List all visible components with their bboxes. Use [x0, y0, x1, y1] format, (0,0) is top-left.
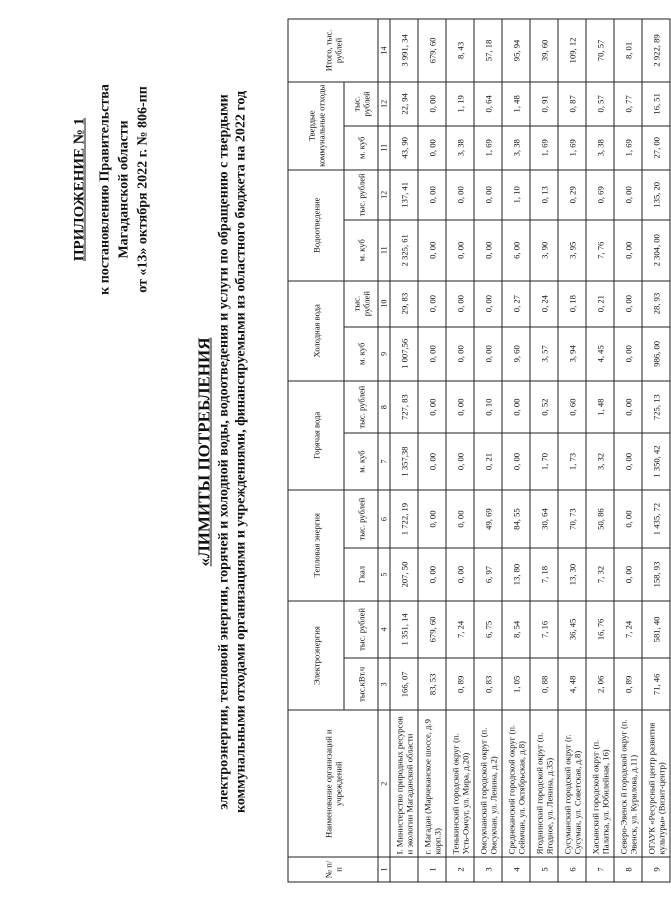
value-cell: 0, 00 — [502, 433, 530, 489]
organization-name: Северо-Эвенск й городской округ (п. Эвенск, ул. Курилова, д.11) — [614, 710, 642, 856]
value-cell: 0, 77 — [614, 82, 642, 126]
value-cell: 16, 76 — [586, 601, 614, 659]
column-number: 11 — [378, 126, 390, 170]
value-cell: 16, 51 — [642, 82, 670, 126]
value-cell: 7, 32 — [586, 548, 614, 600]
value-cell: 0, 00 — [474, 220, 502, 281]
value-cell: 0, 69 — [586, 170, 614, 220]
organization-name: ОГАУК «Ресурсный центр развития культуры» (Визит-центр) — [642, 710, 670, 856]
organization-name: г. Магадан (Марчеканское шоссе, д.9 корп.3) — [418, 710, 446, 856]
row-number: 7 — [586, 857, 614, 882]
subheader-cell: тыс. рублей — [344, 170, 378, 220]
header-drainage: Водоотведение — [288, 170, 344, 281]
value-cell: 0, 10 — [474, 381, 502, 433]
column-number: 5 — [378, 548, 390, 600]
row-number: 6 — [558, 857, 586, 882]
subheader-cell: тыс. рублей — [344, 381, 378, 433]
organization-name: Омсукчанский городской округ (п. Омсукчан, ул. Ленина, д.2) — [474, 710, 502, 856]
value-cell: 50, 86 — [586, 490, 614, 549]
value-cell: 70, 73 — [558, 490, 586, 549]
row-number: 4 — [502, 857, 530, 882]
header-heat: Тепловая энергия — [288, 490, 344, 601]
value-cell: 13, 30 — [558, 548, 586, 600]
header-waste: Твердые коммунальные отходы — [288, 82, 344, 170]
value-cell: 0, 00 — [418, 126, 446, 170]
row-number: 9 — [642, 857, 670, 882]
value-cell: 57, 18 — [474, 19, 502, 82]
value-cell: 36, 45 — [558, 601, 586, 659]
row-number: 5 — [530, 857, 558, 882]
value-cell: 1, 69 — [614, 126, 642, 170]
value-cell: 0, 00 — [614, 220, 642, 281]
value-cell: 49, 69 — [474, 490, 502, 549]
value-cell: 0, 89 — [446, 658, 474, 710]
subheader-cell: тыс. рублей — [344, 82, 378, 126]
value-cell: 0, 91 — [530, 82, 558, 126]
value-cell: 0, 00 — [418, 381, 446, 433]
appendix-number: ПРИЛОЖЕНИЕ № 1 — [71, 117, 88, 262]
value-cell: 0, 52 — [530, 381, 558, 433]
document-page — [1, 0, 666, 905]
value-cell: 581, 40 — [642, 601, 670, 659]
value-cell: 986, 00 — [642, 327, 670, 381]
value-cell: 0, 87 — [558, 82, 586, 126]
value-cell: 27, 00 — [642, 126, 670, 170]
value-cell: 679, 60 — [418, 19, 446, 82]
value-cell: 0, 27 — [502, 281, 530, 327]
row-number: 1 — [418, 857, 446, 882]
subheader-cell: м. куб — [344, 126, 378, 170]
value-cell: 95, 94 — [502, 19, 530, 82]
value-cell: 2 325, 61 — [390, 220, 418, 281]
value-cell: 71, 46 — [642, 658, 670, 710]
value-cell: 1, 69 — [474, 126, 502, 170]
header-total: Итого, тыс. рублей — [288, 19, 378, 82]
subheader-cell: м. куб — [344, 220, 378, 281]
value-cell: 1 357,38 — [390, 433, 418, 489]
column-number: 7 — [378, 433, 390, 489]
value-cell: 84, 55 — [502, 490, 530, 549]
column-number: 14 — [378, 19, 390, 82]
value-cell: 0, 00 — [418, 82, 446, 126]
value-cell: 0, 00 — [418, 490, 446, 549]
table-row — [558, 19, 586, 882]
value-cell: 7, 18 — [530, 548, 558, 600]
value-cell: 8, 43 — [446, 19, 474, 82]
value-cell: 3 991, 34 — [390, 19, 418, 82]
value-cell: 0, 00 — [446, 327, 474, 381]
column-number: 3 — [378, 658, 390, 710]
value-cell: 0, 00 — [614, 548, 642, 600]
table-row — [586, 19, 614, 882]
table-row — [530, 19, 558, 882]
value-cell: 2 304, 00 — [642, 220, 670, 281]
value-cell: 166, 07 — [390, 658, 418, 710]
value-cell: 0, 00 — [446, 170, 474, 220]
value-cell: 0, 60 — [558, 381, 586, 433]
organization-name: I. Министерство природных ресурсов и экологии Магаданской области — [390, 710, 418, 856]
subheader-cell: Гкал — [344, 548, 378, 600]
subheader-cell: тыс.кВт.ч — [344, 658, 378, 710]
column-number: 11 — [378, 220, 390, 281]
value-cell: 0, 24 — [530, 281, 558, 327]
header-cold-water: Холодная вода — [288, 281, 344, 381]
appendix-line: к постановлению Правительства — [97, 84, 113, 295]
value-cell: 3, 90 — [530, 220, 558, 281]
header-num: № п/п — [288, 857, 378, 882]
value-cell: 4, 45 — [586, 327, 614, 381]
value-cell: 29, 83 — [390, 281, 418, 327]
value-cell: 0, 00 — [418, 433, 446, 489]
value-cell: 4, 48 — [558, 658, 586, 710]
value-cell: 0, 21 — [474, 433, 502, 489]
column-number: 2 — [378, 710, 390, 856]
table-row — [474, 19, 502, 882]
table-row — [446, 19, 474, 882]
organization-name: Хасынский городской округ (п. Палатка, ул. Юбилейная, 16) — [586, 710, 614, 856]
subheader-cell: тыс. рублей — [344, 601, 378, 659]
title-subtitle: электроэнергии, тепловой энергии, горячей и холодной воды, водоотведения и услуги по обращению с твердыми коммунальными отходами организациями и учреждениями, финансируемыми из областного бюджета на 2022 год — [216, 90, 249, 814]
value-cell: 0, 00 — [418, 327, 446, 381]
subheader-cell: тыс. рублей — [344, 490, 378, 549]
value-cell: 3, 94 — [558, 327, 586, 381]
value-cell: 725, 13 — [642, 381, 670, 433]
value-cell: 0, 18 — [558, 281, 586, 327]
value-cell: 0, 88 — [530, 658, 558, 710]
value-cell: 1 350, 42 — [642, 433, 670, 489]
value-cell: 6, 97 — [474, 548, 502, 600]
value-cell: 1 351, 14 — [390, 601, 418, 659]
value-cell: 0, 00 — [446, 281, 474, 327]
value-cell: 1, 19 — [446, 82, 474, 126]
value-cell: 0, 00 — [418, 281, 446, 327]
header-name: Наименование организаций и учреждений — [288, 710, 378, 856]
value-cell: 1, 48 — [586, 381, 614, 433]
value-cell: 7, 24 — [614, 601, 642, 659]
value-cell: 109, 12 — [558, 19, 586, 82]
value-cell: 7, 24 — [446, 601, 474, 659]
value-cell: 43, 90 — [390, 126, 418, 170]
table-row — [642, 19, 670, 882]
value-cell: 3, 38 — [586, 126, 614, 170]
column-number: 4 — [378, 601, 390, 659]
table-row — [390, 19, 418, 882]
value-cell: 8, 01 — [614, 19, 642, 82]
organization-name: Среднеканский городской округ (п. Сеймчан, ул. Октябрьская, д.8) — [502, 710, 530, 856]
title-main: «ЛИМИТЫ ПОТРЕБЛЕНИЯ — [194, 337, 214, 567]
appendix-line: Магаданской области — [116, 120, 132, 259]
value-cell: 0, 00 — [446, 433, 474, 489]
value-cell: 0, 00 — [614, 327, 642, 381]
row-number — [390, 857, 418, 882]
value-cell: 0, 00 — [418, 220, 446, 281]
column-number: 12 — [378, 170, 390, 220]
value-cell: 0, 29 — [558, 170, 586, 220]
value-cell: 0, 00 — [446, 220, 474, 281]
value-cell: 1, 10 — [502, 170, 530, 220]
table-row — [502, 19, 530, 882]
value-cell: 0, 00 — [614, 433, 642, 489]
organization-name: Тенькинский городской округ (п. Усть-Омчуг, ул. Мира, д.20) — [446, 710, 474, 856]
value-cell: 28, 93 — [642, 281, 670, 327]
value-cell: 7, 16 — [530, 601, 558, 659]
table-body — [390, 19, 670, 882]
header-electro: Электроэнергия — [288, 601, 344, 711]
row-number: 3 — [474, 857, 502, 882]
table-row — [614, 19, 642, 882]
value-cell: 0, 00 — [474, 327, 502, 381]
value-cell: 22, 94 — [390, 82, 418, 126]
table-row — [418, 19, 446, 882]
value-cell: 0, 00 — [502, 381, 530, 433]
organization-name: Ягоднинский городской округ (п. Ягодное, ул. Ленина, д.35) — [530, 710, 558, 856]
value-cell: 0, 00 — [418, 170, 446, 220]
value-cell: 207, 50 — [390, 548, 418, 600]
row-number: 8 — [614, 857, 642, 882]
value-cell: 1, 73 — [558, 433, 586, 489]
value-cell: 0, 00 — [614, 381, 642, 433]
value-cell: 0, 89 — [614, 658, 642, 710]
value-cell: 0, 00 — [614, 490, 642, 549]
value-cell: 0, 13 — [530, 170, 558, 220]
appendix-block — [71, 40, 153, 340]
value-cell: 137, 41 — [390, 170, 418, 220]
header-hot-water: Горячая вода — [288, 381, 344, 490]
value-cell: 6, 00 — [502, 220, 530, 281]
subheader-cell: м. куб — [344, 327, 378, 381]
value-cell: 135, 20 — [642, 170, 670, 220]
value-cell: 39, 60 — [530, 19, 558, 82]
value-cell: 0, 57 — [586, 82, 614, 126]
column-number: 6 — [378, 490, 390, 549]
value-cell: 13, 80 — [502, 548, 530, 600]
value-cell: 0, 00 — [474, 170, 502, 220]
value-cell: 679, 60 — [418, 601, 446, 659]
subheader-cell: м. куб — [344, 433, 378, 489]
value-cell: 70, 57 — [586, 19, 614, 82]
value-cell: 0, 00 — [446, 548, 474, 600]
value-cell: 0, 00 — [446, 381, 474, 433]
column-number: 12 — [378, 82, 390, 126]
value-cell: 0, 21 — [586, 281, 614, 327]
appendix-date: от «13» октября 2022 г. № 806-пп — [135, 86, 151, 293]
column-number: 10 — [378, 281, 390, 327]
value-cell: 0, 00 — [418, 548, 446, 600]
limits-table — [288, 19, 671, 883]
value-cell: 1 007,56 — [390, 327, 418, 381]
value-cell: 3, 57 — [530, 327, 558, 381]
value-cell: 1, 05 — [502, 658, 530, 710]
value-cell: 0, 00 — [614, 170, 642, 220]
document-title — [196, 40, 250, 865]
value-cell: 83, 53 — [418, 658, 446, 710]
value-cell: 1, 69 — [558, 126, 586, 170]
value-cell: 7, 76 — [586, 220, 614, 281]
value-cell: 2 922, 89 — [642, 19, 670, 82]
value-cell: 3, 95 — [558, 220, 586, 281]
value-cell: 727, 83 — [390, 381, 418, 433]
organization-name: Сусуманский городской округ (г. Сусуман, ул. Советская, д.8) — [558, 710, 586, 856]
value-cell: 0, 83 — [474, 658, 502, 710]
value-cell: 1 722, 19 — [390, 490, 418, 549]
column-number: 1 — [378, 857, 390, 882]
value-cell: 3, 38 — [446, 126, 474, 170]
value-cell: 1, 69 — [530, 126, 558, 170]
value-cell: 8, 54 — [502, 601, 530, 659]
subheader-cell: тыс. рублей — [344, 281, 378, 327]
value-cell: 1, 70 — [530, 433, 558, 489]
value-cell: 9, 60 — [502, 327, 530, 381]
value-cell: 0, 00 — [474, 281, 502, 327]
value-cell: 1 435, 72 — [642, 490, 670, 549]
value-cell: 3, 38 — [502, 126, 530, 170]
value-cell: 6, 75 — [474, 601, 502, 659]
value-cell: 158, 93 — [642, 548, 670, 600]
value-cell: 30, 64 — [530, 490, 558, 549]
row-number: 2 — [446, 857, 474, 882]
value-cell: 1, 48 — [502, 82, 530, 126]
value-cell: 0, 00 — [446, 490, 474, 549]
value-cell: 0, 64 — [474, 82, 502, 126]
value-cell: 2, 06 — [586, 658, 614, 710]
column-number: 8 — [378, 381, 390, 433]
value-cell: 0, 00 — [614, 281, 642, 327]
value-cell: 3, 32 — [586, 433, 614, 489]
column-number: 9 — [378, 327, 390, 381]
